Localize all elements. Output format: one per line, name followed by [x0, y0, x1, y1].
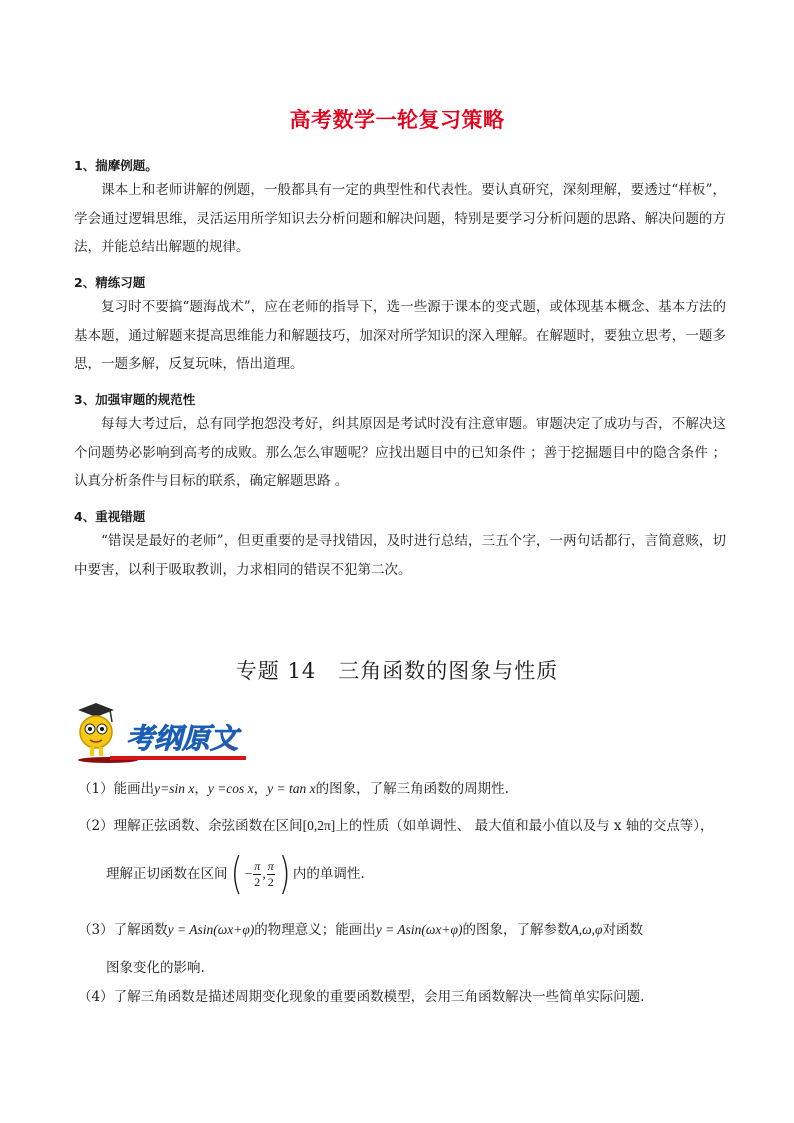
topic-title: 专题 14 三角函数的图象与性质: [235, 659, 559, 683]
requirement-2-line2: [106, 849, 365, 899]
syllabus-banner-logo: [70, 700, 250, 766]
interval-formula: ( − $\frac{\pi}{2}$ , $\frac{\pi}{2}$ ): [230, 848, 291, 899]
requirement-3: [78, 919, 643, 941]
denominator: 2: [254, 874, 261, 889]
formula: y=sin x: [154, 781, 195, 796]
formula: y = Asin(ωx+φ): [167, 922, 255, 937]
section-body: “错误是最好的老师”，但更重要的是寻找错因，及时进行总结，三五个字，一两句话都行，言简意赅，切中要害，以利于吸取教训，力求相同的错误不犯第二次。: [74, 533, 726, 578]
section-heading: 2、精练习题: [74, 275, 146, 290]
mascot-icon: [80, 716, 112, 748]
numerator: π: [254, 858, 261, 873]
fraction: [253, 859, 261, 890]
req-text: 的图象，了解参数: [462, 922, 571, 938]
req-text: 上的性质（如单调性、 最大值和最小值以及与 x 轴的交点等），: [335, 818, 714, 834]
requirement-3-line2: 图象变化的影响.: [106, 960, 205, 976]
requirement-2: [78, 815, 714, 837]
req-text: 的物理意义；能画出: [254, 922, 376, 938]
requirement-4: （4）了解三角函数是描述周期变化现象的重要函数模型，会用三角函数解决一些简单实际问题.: [78, 989, 645, 1005]
banner-underline: [110, 756, 246, 760]
interval: [0,2π]: [302, 818, 336, 833]
req-text: （3）了解函数: [78, 922, 168, 938]
numerator: π: [267, 858, 274, 873]
strategy-section-2: [74, 273, 726, 379]
formula: y = tan x: [267, 781, 316, 796]
req-text: （2）理解正弦函数、余弦函数在区间: [78, 818, 303, 834]
comma: ,: [262, 866, 266, 881]
strategy-section-4: [74, 507, 726, 584]
graduation-cap-icon: [78, 703, 114, 717]
requirement-1: [78, 778, 509, 800]
formula: y =cos x: [207, 781, 254, 796]
banner-text: 考纲原文: [125, 722, 239, 755]
section-body: 复习时不要搞“题海战术”，应在老师的指导下，选一些源于课本的变式题，或体现基本概念、基本方法的基本题，通过解题来提高思维能力和解题技巧，加深对所学知识的深入理解。在解题时，要独立思考，一题多思，一题多解，反复玩味，悟出道理。: [74, 299, 726, 372]
strategy-section-1: [74, 156, 726, 262]
req-text: 理解正切函数在区间: [106, 866, 228, 882]
strategy-title: 高考数学一轮复习策略: [289, 108, 505, 132]
formula: A,ω,φ: [570, 922, 603, 937]
fraction: [267, 859, 275, 890]
req-text: 的图象，了解三角函数的周期性.: [315, 781, 509, 797]
separator: ，: [253, 781, 268, 797]
req-text: 对函数: [602, 922, 643, 938]
formula: y = Asin(ωx+φ): [375, 922, 463, 937]
section-body: 课本上和老师讲解的例题，一般都具有一定的典型性和代表性。要认真研究，深刻理解，要透过“样板”，学会通过逻辑思维，灵活运用所学知识去分析问题和解决问题，特别是要学习分析问题的思路、解决问题的方法，并能总结出解题的规律。: [74, 182, 726, 255]
req-text: （1）能画出: [78, 781, 155, 797]
separator: ，: [194, 781, 208, 797]
strategy-section-3: [74, 390, 726, 496]
minus-sign: −: [244, 866, 253, 881]
section-heading: 4、重视错题: [74, 509, 146, 524]
section-heading: 3、加强审题的规范性: [74, 392, 196, 407]
section-body: 每每大考过后，总有同学抱怨没考好，纠其原因是考试时没有注意审题。审题决定了成功与否，不解决这个问题势必影响到高考的成败。那么怎么审题呢？应找出题目中的已知条件 ；善于挖掘题目中的隐含条件 ；认真分析条件与目标的联系，确定解题思路 。: [74, 416, 726, 489]
denominator: 2: [267, 874, 274, 889]
section-heading: 1、揣摩例题。: [74, 158, 158, 173]
req-text: 内的单调性.: [292, 866, 365, 882]
